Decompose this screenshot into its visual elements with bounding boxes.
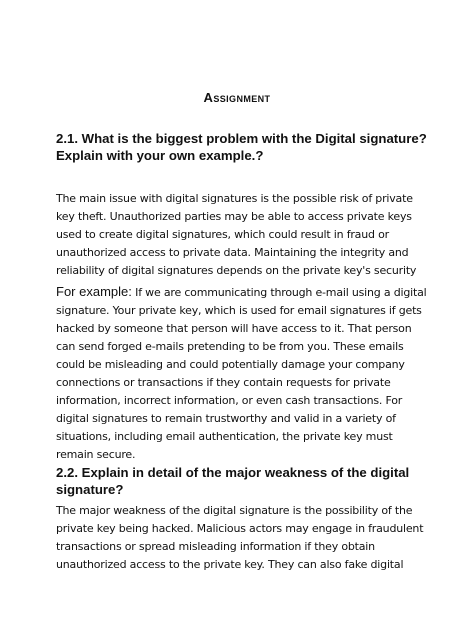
question-2-2-answer-paragraph: The major weakness of the digital signature is the possibility of the private key being hacked. Malicious actors may engage in fraudulent transactions or spread misleading information if they obtain unauthorized access to the private key. They can also fake digital <box>56 504 424 571</box>
question-2-1-answer-paragraph: The main issue with digital signatures is the possible risk of private key theft. Unauthorized parties may be able to access private keys used to create digital signatures, which could result in fraud or unauthorized access to private data. Maintaining the integrity and reliability of digital signatures depends on the private key's security <box>56 192 417 277</box>
example-body: If we are communicating through e-mail using a digital signature. Your private key, which is used for email signatures if gets hacked by someone that person will have access to it. That person can send forged e-mails pretending to be from you. These emails could be misleading and could potentially damage your company connections or transactions if they contain requests for private information, incorrect information, or even cash transactions. For digital signatures to remain trustworthy and valid in a variety of situations, including email authentication, the private key must remain secure. <box>56 286 427 461</box>
question-2-1-example-paragraph <box>56 283 428 464</box>
example-lead-in: For example: <box>56 284 132 299</box>
question-2-1-heading: 2.1. What is the biggest problem with the Digital signature? Explain with your own example.? <box>56 131 427 163</box>
document-title: Assignment <box>203 90 271 105</box>
question-2-2-heading: 2.2. Explain in detail of the major weakness of the digital signature? <box>56 465 410 497</box>
